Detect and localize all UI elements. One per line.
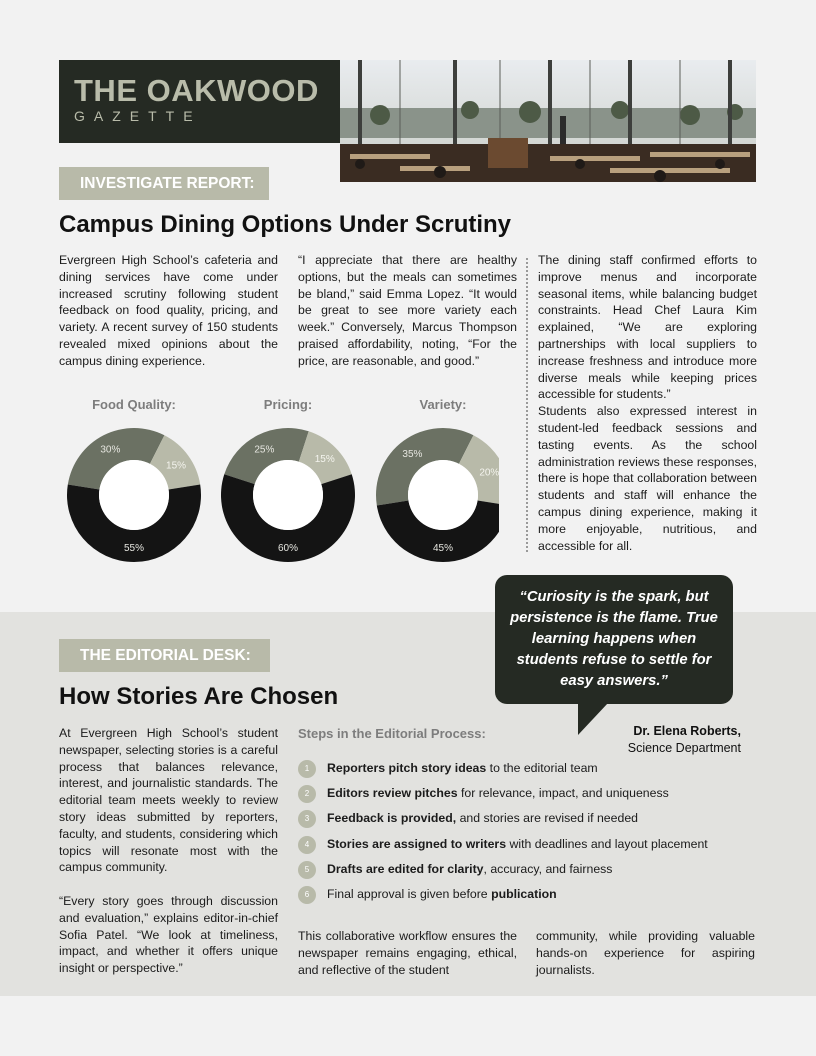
- masthead-subtitle: GAZETTE: [74, 108, 202, 124]
- step-number-badge: 6: [298, 886, 316, 904]
- donut-hole: [253, 460, 323, 530]
- editorial-paragraph-1: At Evergreen High School’s student newspaper, selecting stories is a careful process that balances relevance, interest, and journalistic standards. The editorial team meets weekly to review story ideas submitted by reporters, faculty, and students, considering which topics will resonate most with the campus community.: [59, 726, 278, 875]
- donut-slice-label: 15%: [166, 460, 187, 472]
- step-number-badge: 5: [298, 861, 316, 879]
- donut-slice-label: 20%: [479, 467, 499, 479]
- donut-hole: [99, 460, 169, 530]
- step-number-badge: 1: [298, 760, 316, 778]
- donut-slice-label: 30%: [100, 444, 121, 456]
- quote-author-department: Science Department: [627, 741, 741, 755]
- editorial-column-2: This collaborative workflow ensures the newspaper remains engaging, ethical, and reflective of the student: [298, 929, 517, 977]
- donut-slice-label: 55%: [123, 543, 145, 554]
- step-item-6: 6 Final approval is given before publication: [298, 884, 557, 904]
- donut-slice-label: 60%: [277, 543, 299, 554]
- step-item-2: 2 Editors review pitches for relevance, impact, and uniqueness: [298, 783, 669, 803]
- step-number-badge: 3: [298, 810, 316, 828]
- masthead-title: THE OAKWOOD: [74, 73, 319, 108]
- donut-slice-label: 15%: [314, 454, 335, 466]
- step-item-3: 3 Feedback is provided, and stories are revised if needed: [298, 808, 638, 828]
- section-tag-investigate: INVESTIGATE REPORT:: [59, 167, 269, 200]
- article-headline-dining: Campus Dining Options Under Scrutiny: [59, 211, 512, 238]
- section-tag-editorial: THE EDITORIAL DESK:: [59, 639, 270, 672]
- article-headline-stories: How Stories Are Chosen: [59, 683, 339, 710]
- step-item-5: 5 Drafts are edited for clarity, accuracy, and fairness: [298, 859, 612, 879]
- step-number-badge: 4: [298, 836, 316, 854]
- donut-hole: [408, 460, 478, 530]
- donut-slice-label: 35%: [402, 448, 423, 460]
- survey-donut-charts: [59, 420, 499, 570]
- step-item-4: 4 Stories are assigned to writers with deadlines and layout placement: [298, 834, 708, 854]
- article-column-3-paragraph-1: The dining staff confirmed efforts to improve menus and incorporate seasonal items, while balancing budget constraints. Head Chef Laura Kim explained, “We are exploring partnerships with local suppliers to increase freshness and introduce more diverse meals while keeping prices accessible for students.”: [538, 253, 757, 402]
- column-divider: [526, 258, 528, 552]
- chart-title-food-quality: Food Quality:: [92, 397, 176, 412]
- article-column-3: [538, 252, 757, 554]
- article-column-3-paragraph-2: Students also expressed interest in student-led feedback sessions and tasting events. As the school administration reviews these responses, there is hope that collaboration between students and staff will enhance the campus dining experience, making it more enjoyable, nutritious, and accessible for all.: [538, 404, 757, 553]
- steps-title: Steps in the Editorial Process:: [298, 726, 486, 741]
- step-number-badge: 2: [298, 785, 316, 803]
- donut-slice-label: 25%: [254, 444, 275, 456]
- editorial-paragraph-2: “Every story goes through discussion and evaluation,” explains editor-in-chief Sofia Patel. “We look at timeliness, impact, and whether it offers unique insight or perspective.”: [59, 893, 278, 976]
- article-column-1: Evergreen High School’s cafeteria and dining services have come under increased scrutiny following student feedback on food quality, pricing, and variety. A recent survey of 150 students revealed mixed opinions about the campus dining experience.: [59, 253, 278, 368]
- chart-title-pricing: Pricing:: [263, 397, 313, 412]
- article-column-2: “I appreciate that there are healthy options, but the meals can sometimes be bland,” said Emma Lopez. “It would be great to see more variety each week.” Conversely, Marcus Thompson praised affordability, noting, “For the price, are reasonable, and good.”: [298, 253, 517, 368]
- pull-quote-text: “Curiosity is the spark, but persistence is the flame. True learning happens when students refuse to settle for easy answers.”: [510, 589, 718, 689]
- cafeteria-photo: [340, 60, 756, 182]
- editorial-column-1: [59, 725, 278, 977]
- quote-author-name: Dr. Elena Roberts,: [633, 724, 741, 738]
- step-item-1: 1 Reporters pitch story ideas to the editorial team: [298, 758, 598, 778]
- chart-title-variety: Variety:: [419, 397, 467, 412]
- donut-slice-label: 45%: [432, 543, 454, 554]
- editorial-column-3: community, while providing valuable hands-on experience for aspiring journalists.: [536, 929, 755, 977]
